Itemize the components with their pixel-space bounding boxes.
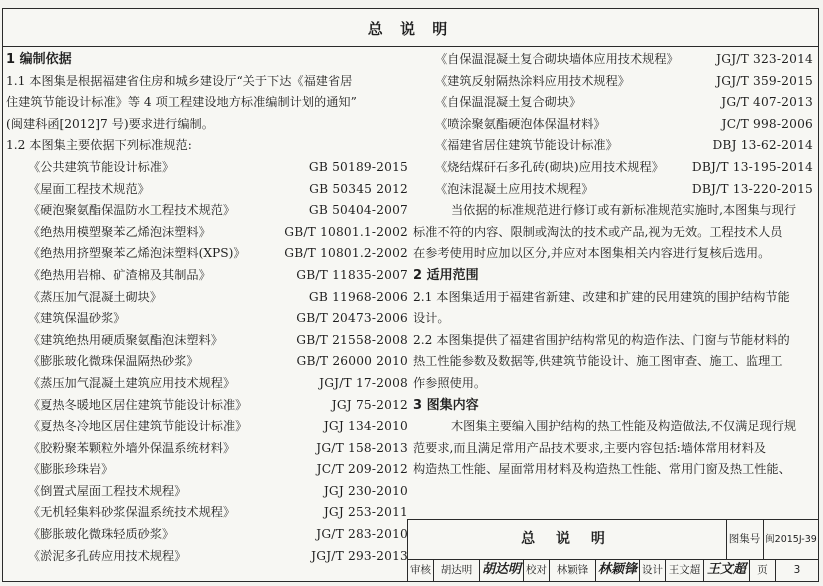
para-2-2-line: 2.2 本图集提供了福建省围护结构常见的构造作法、门窗与节能材料的 <box>413 332 790 347</box>
standard-name: 《膨胀玻化微珠轻质砂浆》 <box>28 527 175 542</box>
standard-row <box>413 135 813 157</box>
standard-name: 《绝热用挤塑聚苯乙烯泡沫塑料(XPS)》 <box>28 246 246 261</box>
standard-name: 《公共建筑节能设计标准》 <box>28 159 175 174</box>
standard-row <box>6 524 408 546</box>
para-3-line: 木图集主要编入围护结构的热工性能及构造做法,不仅满足现行规 <box>451 419 797 434</box>
standard-code: JG/T 407-2013 <box>721 95 813 110</box>
left-column <box>6 49 408 567</box>
standard-code: JC/T 998-2006 <box>721 116 813 131</box>
standard-name: 《泡沫混凝土应用技术规程》 <box>435 181 594 196</box>
standard-code: DBJ/T 13-220-2015 <box>691 181 813 196</box>
para-2-2-line: 作参照使用。 <box>413 375 487 390</box>
standard-name: 《淤泥多孔砖应用技术规程》 <box>28 548 187 563</box>
standard-row <box>6 438 408 460</box>
standard-row <box>6 179 408 201</box>
standard-row <box>6 351 408 373</box>
standard-name: 《倒置式屋面工程技术规程》 <box>28 483 187 498</box>
standard-code: GB 50345 2012 <box>309 181 408 196</box>
title-block <box>407 519 818 581</box>
standard-name: 《喷涂聚氨酯硬泡体保温材料》 <box>435 116 606 131</box>
para-1-2: 1.2 本图集主要依据下列标准规范: <box>6 138 192 153</box>
standard-name: 《屋面工程技术规范》 <box>28 181 150 196</box>
standard-row <box>6 243 408 265</box>
para-1-1-line: 1.1 本图集是根据福建省住房和城乡建设厅“关于下达《福建省居 <box>6 73 353 88</box>
standard-name: 《绝热用岩棉、矿渣棉及其制品》 <box>28 267 211 282</box>
design-label: 设计 <box>640 559 666 581</box>
standard-name: 《自保温混凝土复合砌块》 <box>435 95 582 110</box>
standard-code: DBJ 13-62-2014 <box>712 138 813 153</box>
standard-code: JGJ/T 17-2008 <box>319 375 408 390</box>
standard-row <box>413 92 813 114</box>
checker-name: 林颖锋 <box>550 559 596 581</box>
left-standards-list <box>6 157 408 567</box>
section-heading-1: 1 编制依据 <box>6 52 72 67</box>
right-standards-list <box>413 49 813 200</box>
page-title: 总 说 明 <box>3 11 818 47</box>
standard-code: JGJ 230-2010 <box>323 483 408 498</box>
standard-name: 《福建省居住建筑节能设计标准》 <box>435 138 618 153</box>
standard-name: 《蒸压加气混凝土建筑应用技术规程》 <box>28 375 236 390</box>
standard-code: JC/T 209-2012 <box>316 462 408 477</box>
para-2-1-line: 2.1 本图集适用于福建省新建、改建和扩建的民用建筑的围护结构节能 <box>413 289 790 304</box>
standard-row <box>6 416 408 438</box>
note-line: 在参考使用时应加以区分,并应对本图集相关内容进行复核后选用。 <box>413 246 771 261</box>
review-label: 审核 <box>408 559 434 581</box>
standard-row <box>413 114 813 136</box>
designer-signature: 王文超 <box>704 559 750 581</box>
standard-code: DBJ/T 13-195-2014 <box>691 159 813 174</box>
note-line: 当依据的标准规范进行修订或有新标准规范实施时,本图集与现行 <box>451 203 797 218</box>
standard-code: JGJ 134-2010 <box>323 419 408 434</box>
check-label: 校对 <box>524 559 550 581</box>
drawing-sheet <box>2 8 819 582</box>
designer-name: 王文超 <box>666 559 704 581</box>
para-3-line: 范要求,而且满足常用产品技术要求,主要内容包括:墙体常用材料及 <box>413 440 767 455</box>
standard-row <box>6 481 408 503</box>
standard-name: 《绝热用模塑聚苯乙烯泡沫塑料》 <box>28 224 211 239</box>
page-label: 页 <box>750 559 776 581</box>
standard-code: JGJ/T 323-2014 <box>716 52 813 66</box>
standard-code: GB/T 10801.1-2002 <box>284 224 408 239</box>
standard-row <box>413 157 813 179</box>
standard-name: 《膨胀玻化微珠保温隔热砂浆》 <box>28 354 199 369</box>
standard-row <box>6 373 408 395</box>
standard-row <box>6 308 408 330</box>
standard-code: JGJ 75-2012 <box>331 397 408 412</box>
standard-name: 《硬泡聚氨酯保温防水工程技术规范》 <box>28 203 236 218</box>
standard-code: GB 50189-2015 <box>308 159 408 174</box>
standard-name: 《烧结煤矸石多孔砖(砌块)应用技术规程》 <box>435 159 664 174</box>
standard-row <box>6 459 408 481</box>
standard-row <box>6 395 408 417</box>
title-block-top <box>408 520 818 560</box>
standard-code: GB 11968-2006 <box>308 289 408 304</box>
para-1-1-line: (闽建科函[2012]7 号)要求进行编制。 <box>6 116 214 131</box>
standard-row <box>6 222 408 244</box>
atlas-no: 闽2015J-39 <box>765 534 817 545</box>
standard-code: GB 50404-2007 <box>308 203 408 218</box>
checker-signature: 林颖锋 <box>596 559 640 581</box>
para-2-1-line: 设计。 <box>413 311 450 326</box>
standard-row <box>413 71 813 93</box>
standard-row <box>6 157 408 179</box>
section-heading-2: 2 适用范围 <box>413 267 479 283</box>
standard-name: 《胶粉聚苯颗粒外墙外保温系统材料》 <box>28 440 236 455</box>
standard-code: GB/T 20473-2006 <box>296 311 408 326</box>
standard-row <box>6 287 408 309</box>
standard-name: 《夏热冬冷地区居住建筑节能设计标准》 <box>28 419 248 434</box>
standard-name: 《蒸压加气混凝土砌块》 <box>28 289 163 304</box>
standard-row <box>413 179 813 201</box>
standard-name: 《建筑绝热用硬质聚氨酯泡沫塑料》 <box>28 332 223 347</box>
reviewer-signature: 胡达明 <box>480 559 524 581</box>
standard-name: 《建筑保温砂浆》 <box>28 311 126 326</box>
standard-name: 《建筑反射隔热涂料应用技术规程》 <box>435 73 630 88</box>
standard-code: JGJ/T 293-2013 <box>311 548 408 563</box>
standard-code: JGJ/T 359-2015 <box>716 73 813 88</box>
section-heading-3: 3 图集内容 <box>413 397 479 413</box>
standard-row <box>6 330 408 352</box>
page-number: 3 <box>793 564 801 576</box>
standard-name: 《自保温混凝土复合砌块墙体应用技术规程》 <box>435 52 679 66</box>
standard-name: 《夏热冬暖地区居住建筑节能设计标准》 <box>28 397 248 412</box>
standard-name: 《无机轻集料砂浆保温系统技术规程》 <box>28 505 236 520</box>
standard-code: JG/T 283-2010 <box>316 527 408 542</box>
para-2-2-line: 热工性能参数及数据等,供建筑节能设计、施工图审查、施工、监理工 <box>413 354 783 369</box>
note-line: 标准不符的内容、限制或淘汰的技术或产品,视为无效。工程技术人员 <box>413 224 783 239</box>
title-block-name: 总 说 明 <box>408 520 727 559</box>
standard-code: GB/T 21558-2008 <box>296 332 408 347</box>
right-column <box>413 49 813 481</box>
standard-row <box>413 49 813 71</box>
standard-row <box>6 265 408 287</box>
standard-row <box>6 200 408 222</box>
standard-code: GB/T 26000 2010 <box>296 354 408 369</box>
standard-row <box>6 546 408 568</box>
atlas-no-label: 图集号 <box>726 520 764 559</box>
standard-code: GB/T 10801.2-2002 <box>284 246 408 261</box>
standard-code: JGJ 253-2011 <box>323 505 408 520</box>
standard-row <box>6 502 408 524</box>
standard-code: GB/T 11835-2007 <box>296 267 408 282</box>
para-1-1-line: 住建筑节能设计标准》等 4 项工程建设地方标准编制计划的通知” <box>6 95 357 110</box>
standard-name: 《膨胀珍珠岩》 <box>28 462 114 477</box>
standard-code: JG/T 158-2013 <box>316 440 408 455</box>
para-3-line: 构造热工性能、屋面常用材料及构造热工性能、常用门窗及热工性能、 <box>413 462 791 477</box>
reviewer-name: 胡达明 <box>434 559 480 581</box>
